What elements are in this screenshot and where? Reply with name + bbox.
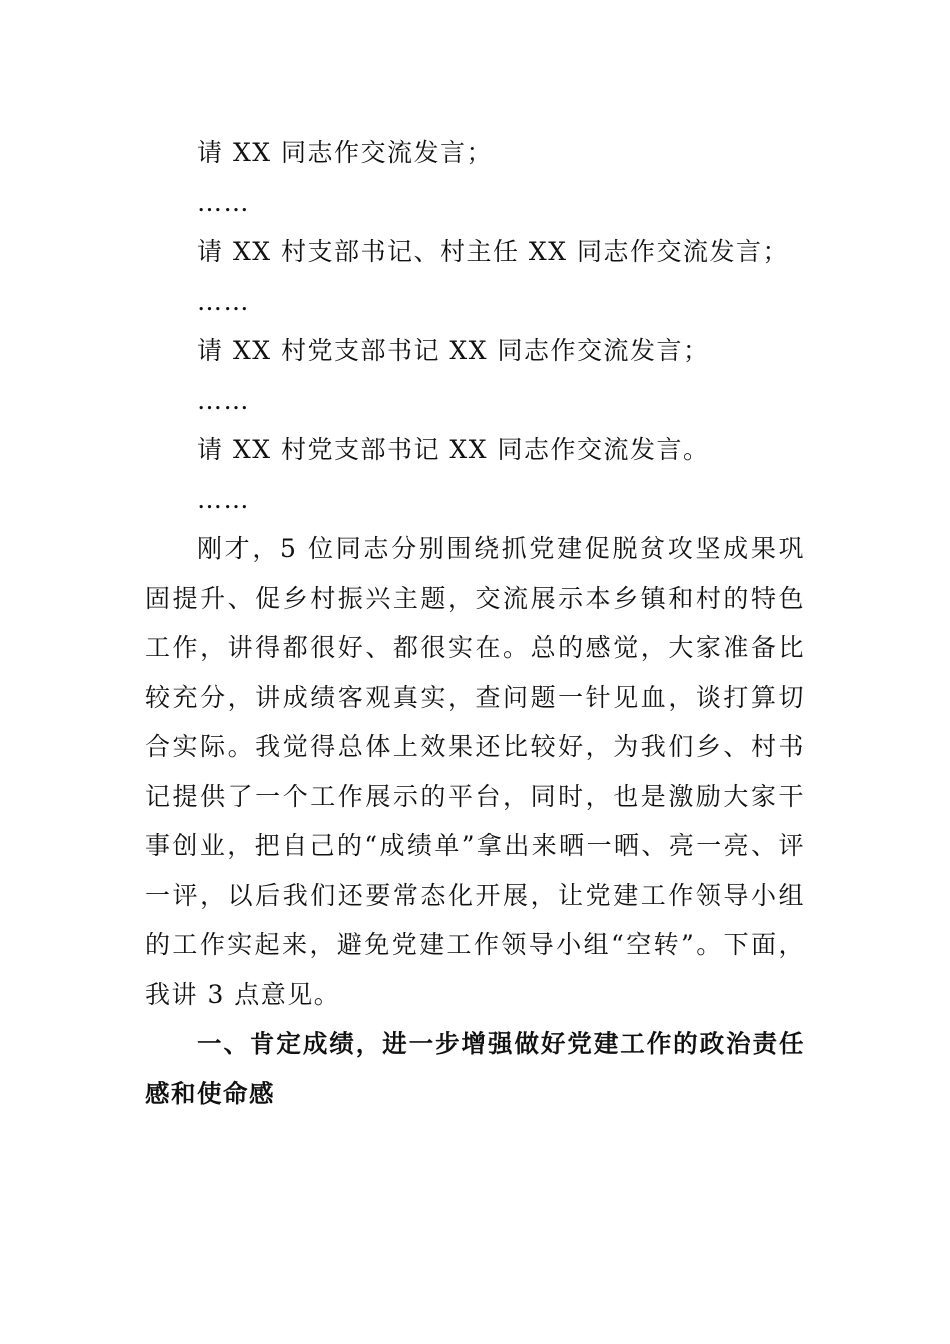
- speaker-line-1: 请 XX 同志作交流发言；: [197, 138, 493, 167]
- speaker-line-2: 请 XX 村支部书记、村主任 XX 同志作交流发言；: [197, 237, 789, 266]
- section-heading: 一、肯定成绩，进一步增强做好党建工作的政治责任感和使命感: [145, 1029, 805, 1108]
- ellipsis-1: ……: [197, 187, 250, 217]
- summary-paragraph: 刚才，5 位同志分别围绕抓党建促脱贫攻坚成果巩固提升、促乡村振兴主题，交流展示本乡镇和村的特色工作，讲得都很好、都很实在。总的感觉，大家准备比较充分，讲成绩客观真实，查问题一针见血，谈打算切合实际。我觉得总体上效果还比较好，为我们乡、村书记提供了一个工作展示的平台，同时，也是激励大家干事创业，把自己的“成绩单”拿出来晒一晒、亮一亮、评一评，以后我们还要常态化开展，让党建工作领导小组的工作实起来，避免党建工作领导小组“空转”。下面，我讲 3 点意见。: [145, 534, 805, 1009]
- speaker-line-4: 请 XX 村党支部书记 XX 同志作交流发言。: [197, 435, 710, 464]
- ellipsis-2: ……: [197, 286, 250, 316]
- speaker-line-3: 请 XX 村党支部书记 XX 同志作交流发言；: [197, 336, 710, 365]
- document-body: [145, 128, 805, 1118]
- ellipsis-4: ……: [197, 484, 250, 514]
- ellipsis-3: ……: [197, 385, 250, 415]
